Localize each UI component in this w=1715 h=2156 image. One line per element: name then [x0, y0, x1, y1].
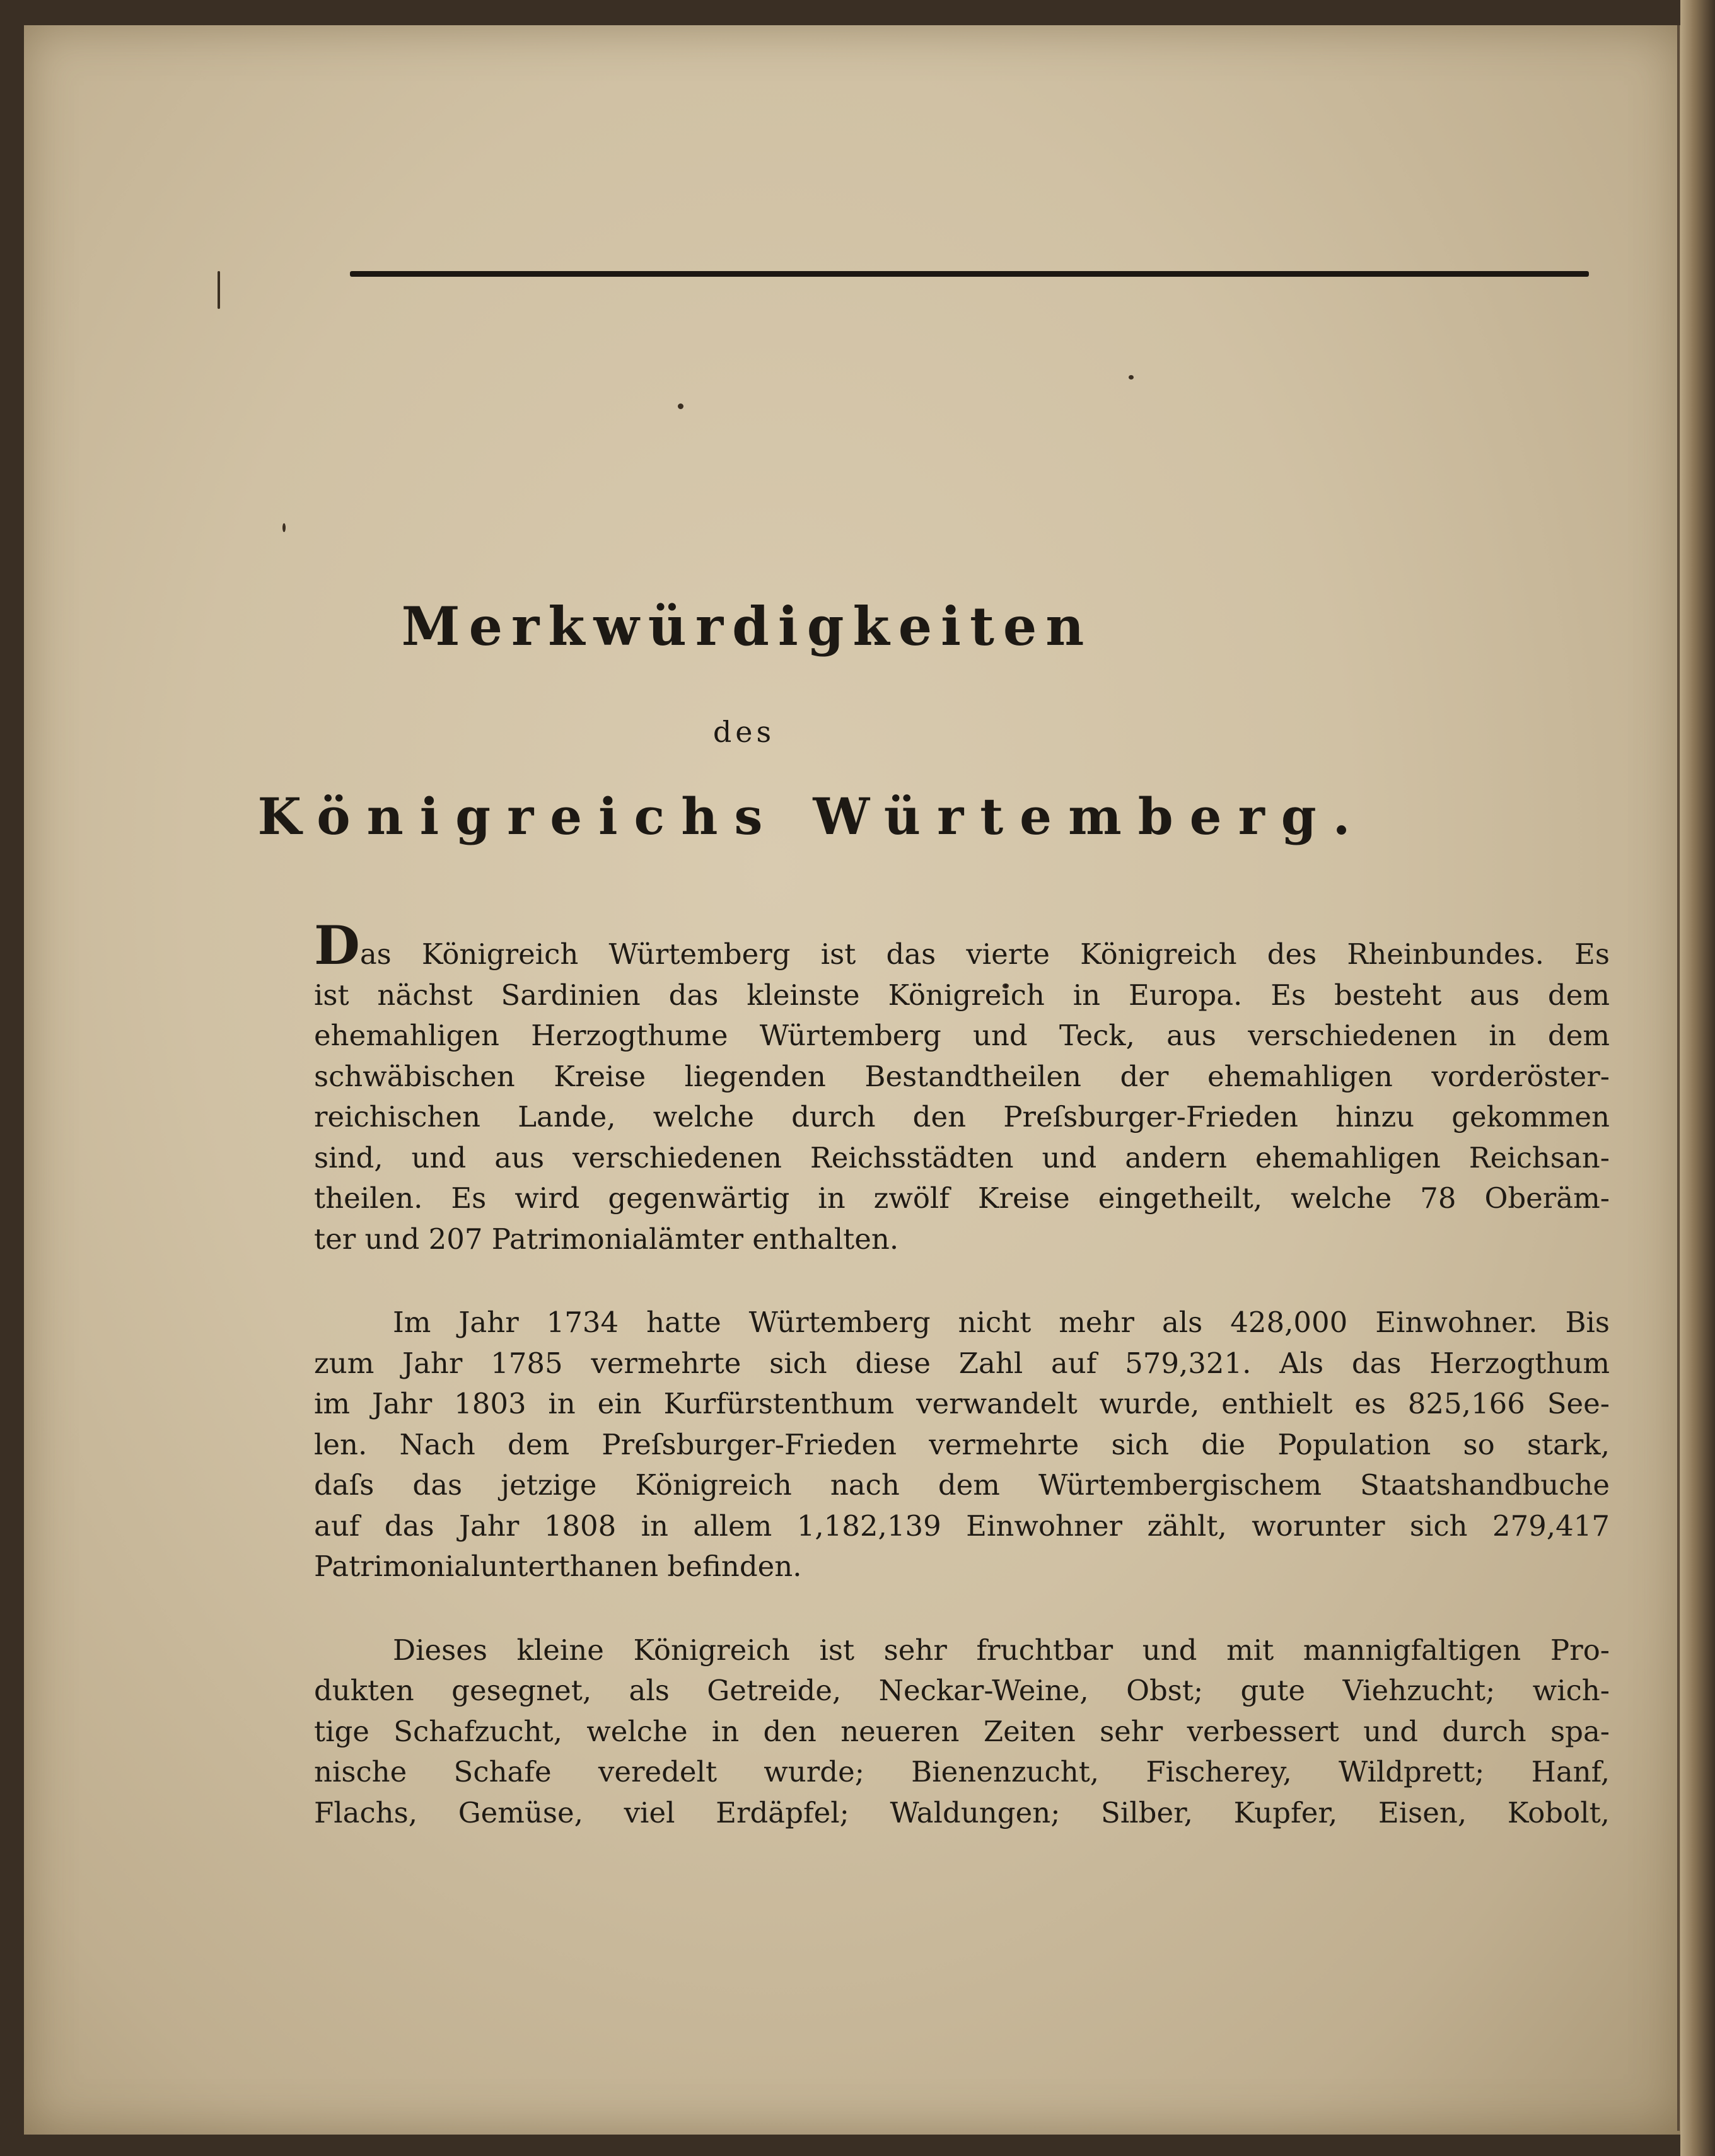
text-line: ist nächst Sardinien das kleinste Königreich in Europa. Es besteht aus dem: [314, 978, 1610, 1012]
text-line: im Jahr 1803 in ein Kurfürstenthum verwandelt wurde, enthielt es 825,166 See-: [314, 1387, 1610, 1420]
text-line: nische Schafe veredelt wurde; Bienenzucht, Fischerey, Wildprett; Hanf,: [314, 1755, 1610, 1788]
text-line: zum Jahr 1785 vermehrte sich diese Zahl auf 579,321. Als das Herzogthum: [314, 1346, 1610, 1380]
paragraph-2: [314, 1302, 1610, 1587]
text-line: Das Königreich Würtemberg ist das vierte Königreich des Rheinbundes. Es: [314, 914, 1610, 977]
book-gutter: [1680, 0, 1715, 2156]
text-line: Im Jahr 1734 hatte Würtemberg nicht mehr als 428,000 Einwohner. Bis: [393, 1306, 1610, 1339]
drop-cap: D: [314, 914, 360, 977]
body-text: [314, 914, 1610, 1876]
text-line: ehemahligen Herzogthume Würtemberg und Teck, aus verschiedenen in dem: [314, 1019, 1610, 1052]
text-line: dukten gesegnet, als Getreide, Neckar-Weine, Obst; gute Viehzucht; wich-: [314, 1674, 1610, 1707]
text-line: tige Schafzucht, welche in den neueren Zeiten sehr verbessert und durch spa-: [314, 1714, 1610, 1748]
text-line: sind, und aus verschiedenen Reichsstädten und andern ehemahligen Reichsan-: [314, 1140, 1610, 1174]
text-line: reichischen Lande, welche durch den Preſsburger-Frieden hinzu gekommen: [314, 1100, 1610, 1133]
text-line: Patrimonialunterthanen befinden.: [314, 1550, 802, 1583]
text-line: auf das Jahr 1808 in allem 1,182,139 Einwohner zählt, worunter sich 279,417: [314, 1509, 1610, 1543]
page-edge-line: [1677, 25, 1680, 2131]
text-line: daſs das jetzige Königreich nach dem Würtembergischem Staatshandbuche: [314, 1468, 1610, 1502]
header-rule: [350, 271, 1589, 277]
page-subtitle: Königreichs Würtemberg.: [257, 787, 1367, 846]
text-line: theilen. Es wird gegenwärtig in zwölf Kreise eingetheilt, welche 78 Oberäm-: [314, 1181, 1610, 1215]
text-line: Dieses kleine Königreich ist sehr fruchtbar und mit mannigfaltigen Pro-: [393, 1633, 1610, 1667]
paragraph-1: [314, 914, 1610, 1260]
text-line: ter und 207 Patrimonialämter enthalten.: [314, 1222, 899, 1256]
page-title: Merkwürdigkeiten: [401, 595, 1093, 658]
paragraph-3: [314, 1630, 1610, 1834]
text-line: schwäbischen Kreise liegenden Bestandtheilen der ehemahligen vorderöster-: [314, 1059, 1610, 1093]
text-line: Flachs, Gemüse, viel Erdäpfel; Waldungen; Silber, Kupfer, Eisen, Kobolt,: [314, 1795, 1610, 1829]
title-connector: des: [712, 715, 776, 749]
text-line: len. Nach dem Preſsburger-Frieden vermehrte sich die Population so stark,: [314, 1427, 1610, 1461]
